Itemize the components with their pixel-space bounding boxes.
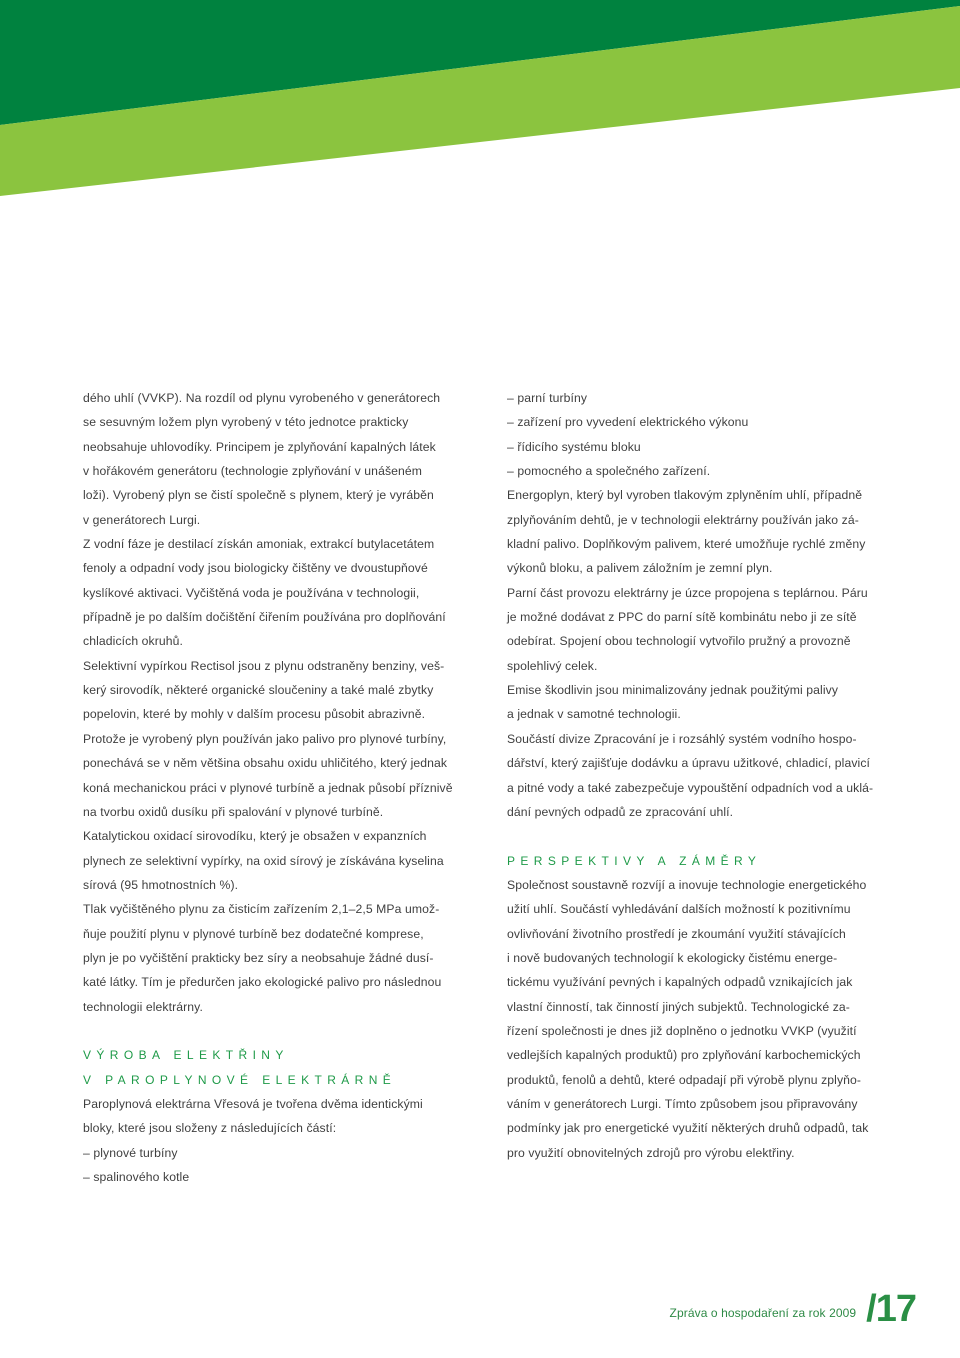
text-line: dání pevných odpadů ze zpracování uhlí. [507, 804, 734, 819]
text-line: bloky, které jsou složeny z následujících částí: [83, 1121, 337, 1136]
text-line: užití uhlí. Součástí vyhledávání dalších možností k pozitivnímu [507, 902, 851, 917]
text-line: popelovin, které by mohly v dalším procesu působit abrazivně. [83, 707, 426, 722]
page-footer [670, 1290, 916, 1328]
text-line: sírová (95 hmotnostních %). [83, 877, 239, 892]
paragraph [83, 824, 475, 897]
text-line: Emise škodlivin jsou minimalizovány jednak použitými palivy [507, 683, 839, 698]
text-line: řízení společnosti je dnes již doplněno o jednotku VVKP (využití [507, 1023, 857, 1038]
paragraph [507, 483, 902, 580]
text-line: výkonů bloku, a palivem záložním je zemní plyn. [507, 561, 773, 576]
left-column-paragraphs [83, 386, 475, 1019]
text-line: spolehlivý celek. [507, 658, 598, 673]
section-heading-vyroba: VÝROBA ELEKTŘINY [83, 1048, 289, 1063]
text-line: kerý sirovodík, některé organické sloučeniny a také malé zbytky [83, 683, 434, 698]
text-line: v hořákovém generátoru (technologie zplyňování v unášeném [83, 464, 423, 479]
right-section-paragraph [507, 873, 902, 1165]
text-line: – spalinového kotle [83, 1170, 190, 1184]
left-section-paragraph [83, 1092, 475, 1189]
text-line: – parní turbíny [507, 391, 588, 405]
right-column-paragraphs [507, 386, 902, 824]
text-line: dářství, který zajišťuje dodávku a úpravu užitkové, chladicí, plavicí [507, 756, 871, 771]
text-line: koná mechanickou práci v plynové turbíně a jednak působí příznivě [83, 780, 453, 795]
text-line: se sesuvným ložem plyn vyrobený v této jednotce prakticky [83, 415, 409, 430]
text-line: vlastní činností, tak činností jiných subjektů. Technologické za- [507, 999, 850, 1014]
text-line: – pomocného a společného zařízení. [507, 464, 711, 479]
text-line: váním v generátorech Lurgi. Tímto způsobem jsou připravovány [507, 1096, 858, 1111]
text-line: kyslíkové aktivaci. Vyčištěná voda je používána v technologii, [83, 585, 420, 600]
text-line: – řídicího systému bloku [507, 439, 641, 454]
text-line: ponechává se v něm většina obsahu oxidu uhličitého, který jednak [83, 756, 448, 771]
text-line: Tlak vyčištěného plynu za čisticím zařízením 2,1–2,5 MPa umož- [83, 902, 440, 917]
footer-caption: Zpráva o hospodaření za rok 2009 [669, 1306, 857, 1320]
text-line: na tvorbu oxidů dusíku při spalování v plynové turbíně. [83, 804, 384, 819]
right-column [507, 386, 902, 1165]
text-line: případně je po dalším dočištění čiřením používána pro doplňování [83, 610, 446, 625]
text-line: Energoplyn, který byl vyroben tlakovým zplyněním uhlí, případně [507, 488, 863, 503]
text-line: kladní palivo. Doplňkovým palivem, které umožňuje rychlé změny [507, 537, 866, 552]
paragraph [83, 897, 475, 1019]
text-line: pro využití obnovitelných zdrojů pro výrobu elektřiny. [507, 1145, 795, 1160]
paragraph [507, 678, 902, 727]
text-line: Společnost soustavně rozvíjí a inovuje technologie energetického [507, 877, 867, 892]
text-line: dého uhlí (VVKP). Na rozdíl od plynu vyrobeného v generátorech [83, 391, 441, 405]
text-line: katé látky. Tím je předurčen jako ekologické palivo pro následnou [83, 975, 442, 990]
paragraph [507, 386, 902, 483]
text-line: – plynové turbíny [83, 1145, 178, 1160]
text-line: v generátorech Lurgi. [83, 512, 201, 527]
text-line: podmínky jak pro energetické využití některých druhů odpadů, tak [507, 1121, 869, 1136]
text-line: odebírat. Spojení obou technologií vytvořilo pružný a provozně [507, 634, 851, 649]
section-heading-perspektivy: PERSPEKTIVY A ZÁMĚRY [507, 853, 762, 868]
text-line: Paroplynová elektrárna Vřesová je tvořena dvěma identickými [83, 1096, 423, 1111]
text-line: ovlivňování životního prostředí je zkoumání využití stávajících [507, 926, 846, 941]
text-line: vedlejších kapalných produktů) pro zplyňování karbochemických [507, 1048, 861, 1063]
page-number: /17 [866, 1288, 916, 1330]
text-line: Z vodní fáze je destilací získán amoniak, extrakcí butylacetátem [83, 537, 435, 552]
text-line: loži). Vyrobený plyn se čistí společně s plynem, který je vyráběn [83, 488, 434, 503]
section-heading-paroplynova: V PAROPLYNOVÉ ELEKTRÁRNĚ [83, 1072, 397, 1087]
text-line: je možné dodávat z PPC do parní sítě kombinátu nebo ji ze sítě [507, 610, 857, 625]
paragraph [83, 727, 475, 824]
text-line: a pitné vody a také zabezpečuje vypouštění odpadních vod a uklá- [507, 780, 874, 795]
text-line: Katalytickou oxidací sirovodíku, který je obsažen v expanzních [83, 829, 427, 844]
text-line: chladicích okruhů. [83, 634, 184, 649]
paragraph [83, 532, 475, 654]
text-line: i nově budovaných technologií k ekologicky čistému energe- [507, 950, 838, 965]
text-line: a jednak v samotné technologii. [507, 707, 681, 722]
text-line: plynech ze selektivní vypírky, na oxid sírový je získávána kyselina [83, 853, 444, 868]
text-line: Selektivní vypírkou Rectisol jsou z plynu odstraněny benziny, veš- [83, 658, 445, 673]
text-line: produktů, fenolů a dehtů, které odpadají při výrobě plynu zplyňo- [507, 1072, 862, 1087]
text-line: – zařízení pro vyvedení elektrického výkonu [507, 415, 749, 430]
paragraph [507, 581, 902, 678]
text-line: tickému využívání pevných i kapalných odpadů vznikajících jak [507, 975, 853, 990]
text-line: Protože je vyrobený plyn používán jako palivo pro plynové turbíny, [83, 731, 447, 746]
text-line: Součástí divize Zpracování je i rozsáhlý systém vodního hospo- [507, 731, 857, 746]
left-column [83, 386, 475, 1189]
text-line: zplyňováním dehtů, je v technologii elektrárny používán jako zá- [507, 512, 859, 527]
text-line: technologii elektrárny. [83, 999, 203, 1014]
paragraph [83, 654, 475, 727]
paragraph [83, 386, 475, 532]
paragraph [507, 727, 902, 824]
text-line: neobsahuje uhlovodíky. Principem je zplyňování kapalných látek [83, 439, 436, 454]
text-line: fenoly a odpadní vody jsou biologicky čištěny ve dvoustupňové [83, 561, 428, 576]
text-line: plyn je po vyčištění prakticky bez síry a neobsahuje žádné dusí- [83, 950, 434, 965]
text-line: ňuje použití plynu v plynové turbíně bez dodatečné komprese, [83, 926, 424, 941]
text-line: Parní část provozu elektrárny je úzce propojena s teplárnou. Páru [507, 585, 868, 600]
header-banner [0, 0, 960, 200]
